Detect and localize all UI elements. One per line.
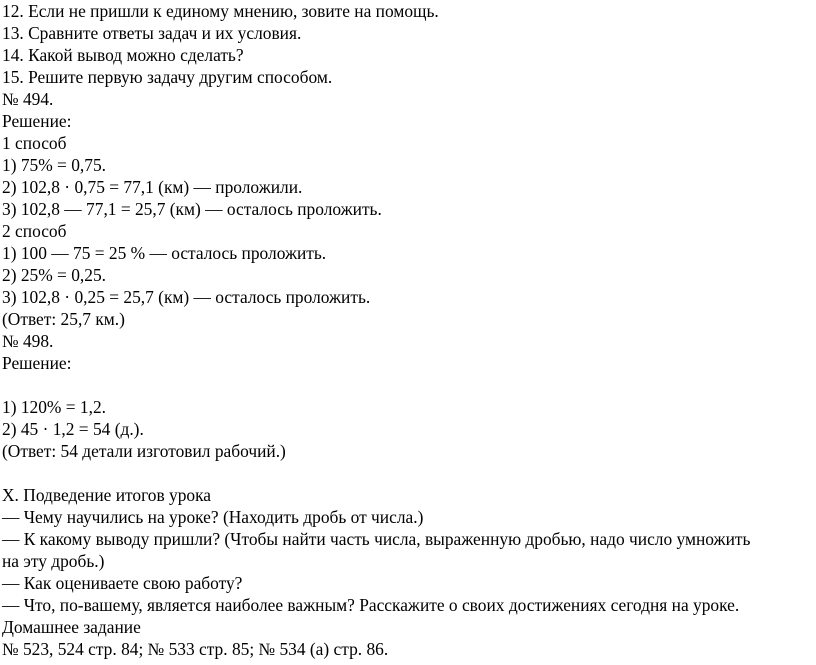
text-line: 2) 102,8 · 0,75 = 77,1 (км) — проложили. (2, 177, 303, 197)
homework-heading: Домашнее задание (2, 617, 141, 637)
method-1-label: 1 способ (2, 133, 67, 153)
text-line: — Что, по-вашему, является наиболее важным? Расскажите о своих достижениях сегодня на уроке. (2, 595, 740, 615)
problem-498-heading: № 498. (2, 331, 54, 351)
text-line: 3) 102,8 · 0,25 = 25,7 (км) — осталось проложить. (2, 287, 371, 307)
answer-494: (Ответ: 25,7 км.) (2, 309, 125, 329)
text-line: 2) 45 · 1,2 = 54 (д.). (2, 419, 144, 439)
text-line: 1) 100 — 75 = 25 % — осталось проложить. (2, 243, 327, 263)
text-line: 3) 102,8 — 77,1 = 25,7 (км) — осталось проложить. (2, 199, 382, 219)
answer-498: (Ответ: 54 детали изготовил рабочий.) (2, 441, 286, 461)
text-line: — Чему научились на уроке? (Находить дробь от числа.) (2, 507, 424, 527)
text-line: 1) 120% = 1,2. (2, 397, 106, 417)
summary-section-heading: X. Подведение итогов урока (2, 485, 212, 505)
text-line-step-15: 15. Решите первую задачу другим способом. (2, 67, 333, 87)
text-line: — К какому выводу пришли? (Чтобы найти часть числа, выраженную дробью, надо число умножить (2, 529, 751, 549)
text-line-step-12: 12. Если не пришли к единому мнению, зовите на помощь. (2, 1, 439, 21)
text-line-step-14: 14. Какой вывод можно сделать? (2, 45, 244, 65)
homework-assignment: № 523, 524 стр. 84; № 533 стр. 85; № 534 (а) стр. 86. (2, 639, 389, 659)
text-line: на эту дробь.) (2, 551, 105, 571)
solution-label: Решение: (2, 111, 72, 131)
text-line: 2) 25% = 0,25. (2, 265, 106, 285)
text-line: — Как оцениваете свою работу? (2, 573, 243, 593)
text-line: 1) 75% = 0,75. (2, 155, 106, 175)
method-2-label: 2 способ (2, 221, 67, 241)
solution-label: Решение: (2, 353, 72, 373)
problem-494-heading: № 494. (2, 89, 54, 109)
text-line-step-13: 13. Сравните ответы задач и их условия. (2, 23, 302, 43)
